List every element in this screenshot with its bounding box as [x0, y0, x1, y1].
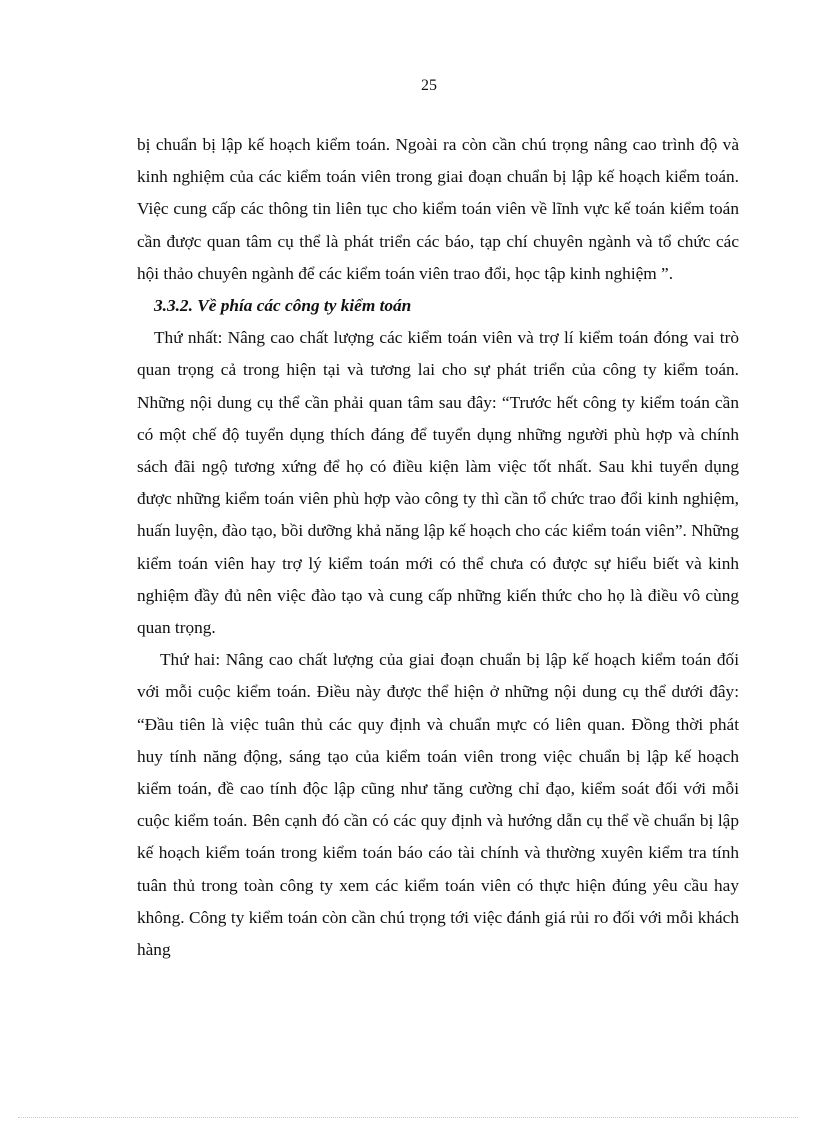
document-body [137, 129, 739, 966]
page-number: 25 [421, 77, 437, 94]
paragraph-first-point: Thứ nhất: Nâng cao chất lượng các kiểm toán viên và trợ lí kiểm toán đóng vai trò quan trọng cả trong hiện tại và tương lai cho sự phát triển của công ty kiểm toán. Những nội dung cụ thể cần phải quan tâm sau đây: “Trước hết công ty kiểm toán cần có một chế độ tuyển dụng thích đáng để tuyển dụng những người phù hợp và chính sách đãi ngộ tương xứng để họ có điều kiện làm việc tốt nhất. Sau khi tuyển dụng được những kiểm toán viên phù hợp vào công ty thì cần tổ chức trao đổi kinh nghiệm, huấn luyện, đào tạo, bồi dưỡng khả năng lập kế hoạch cho các kiểm toán viên”. Những kiểm toán viên hay trợ lý kiểm toán mới có thể chưa có được sự hiểu biết và kinh nghiệm đầy đủ nên việc đào tạo và cung cấp những kiến thức cho họ là điều vô cùng quan trọng. [137, 328, 739, 638]
page-bottom-border [18, 1117, 798, 1118]
paragraph-continuation: bị chuẩn bị lập kế hoạch kiểm toán. Ngoài ra còn cần chú trọng nâng cao trình độ và kinh nghiệm của các kiểm toán viên trong giai đoạn chuẩn bị lập kế hoạch kiểm toán. Việc cung cấp các thông tin liên tục cho kiểm toán viên về lĩnh vực kế toán kiểm toán cần được quan tâm cụ thể là phát triển các báo, tạp chí chuyên ngành và tổ chức các hội thảo chuyên ngành để các kiểm toán viên trao đổi, học tập kinh nghiệm ”. [137, 135, 739, 283]
section-heading: 3.3.2. Về phía các công ty kiểm toán [154, 296, 412, 316]
paragraph-second-point: Thứ hai: Nâng cao chất lượng của giai đoạn chuẩn bị lập kế hoạch kiểm toán đối với mỗi cuộc kiểm toán. Điều này được thể hiện ở những nội dung cụ thể dưới đây: “Đầu tiên là việc tuân thủ các quy định và chuẩn mực có liên quan. Đồng thời phát huy tính năng động, sáng tạo của kiểm toán viên trong việc chuẩn bị lập kế hoạch kiểm toán, đề cao tính độc lập cũng như tăng cường chỉ đạo, kiểm soát đối với mỗi cuộc kiểm toán. Bên cạnh đó cần có các quy định và hướng dẫn cụ thể về chuẩn bị lập kế hoạch kiểm toán trong kiểm toán báo cáo tài chính và thường xuyên kiểm tra tính tuân thủ trong toàn công ty xem các kiểm toán viên có thực hiện đúng yêu cầu hay không. Công ty kiểm toán còn cần chú trọng tới việc đánh giá rủi ro đối với mỗi khách hàng [137, 650, 739, 960]
